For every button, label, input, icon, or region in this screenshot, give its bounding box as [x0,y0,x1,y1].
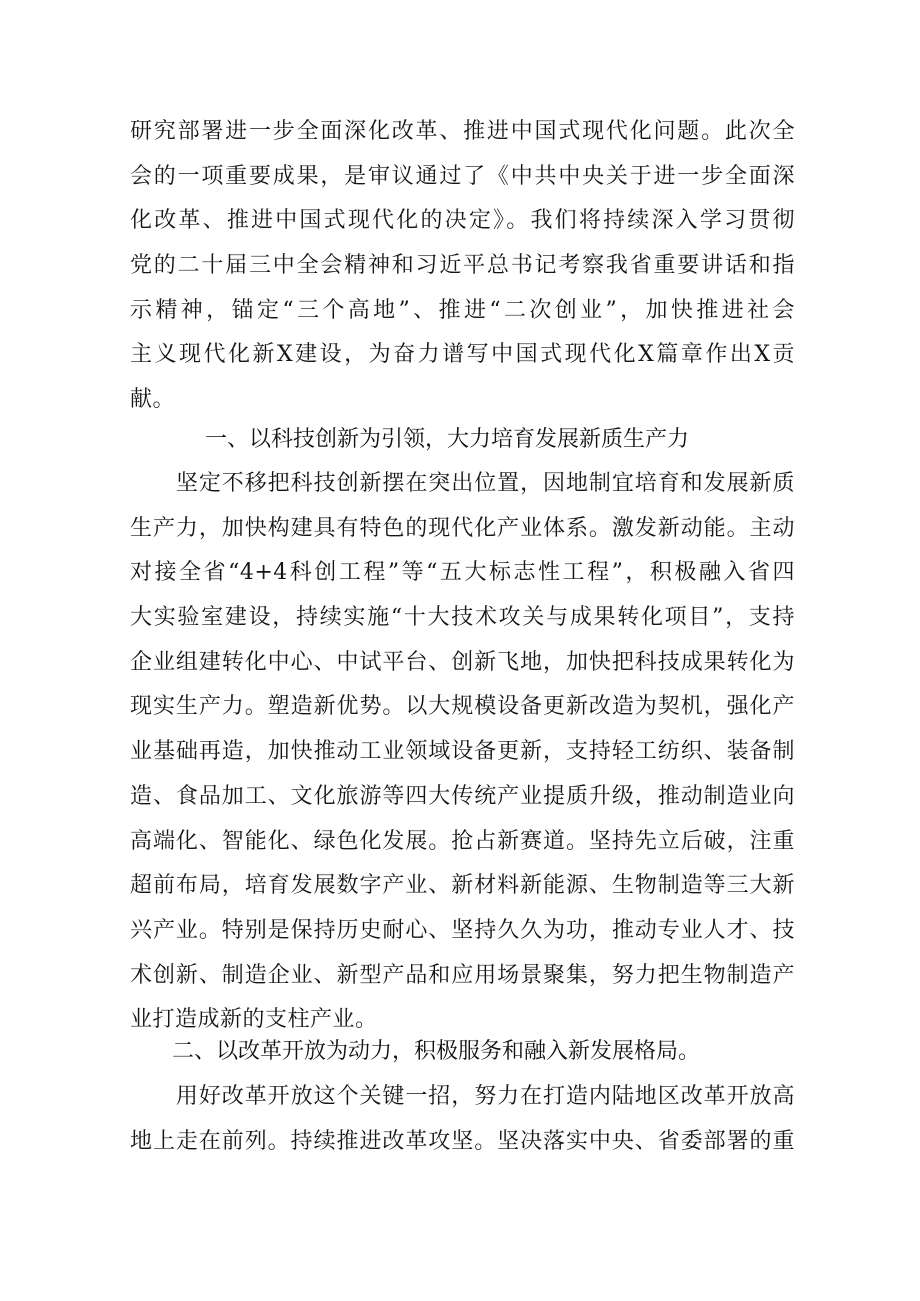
text-line: 企业组建转化中心、中试平台、创新飞地，加快把科技成果转化为 [130,649,795,675]
section-1-heading [130,418,795,462]
text-line: 会的一项重要成果，是审议通过了《中共中央关于进一步全面深 [130,163,795,189]
text-line: 用好改革开放这个关键一招，努力在打造内陆地区改革开放高 [130,1084,795,1109]
text-line: 业基础再造，加快推动工业领域设备更新，支持轻工纺织、装备制 [130,739,795,765]
text-line: 坚定不移把科技创新摆在突出位置，因地制宜培育和发展新质 [130,471,795,496]
text-line: 化改革、推进中国式现代化的决定》。我们将持续深入学习贯彻 [130,208,795,234]
text-line: 兴产业。特别是保持历史耐心、坚持久久为功，推动专业人才、技 [130,917,795,943]
section-1-heading-text: 一、以科技创新为引领，大力培育发展新质生产力 [205,427,690,452]
text-line: 地上走在前列。持续推进改革攻坚。坚决落实中央、省委部署的重 [130,1128,795,1154]
intro-paragraph [130,110,795,423]
text-line: 大实验室建设，持续实施“十大技术攻关与成果转化项目”，支持 [130,605,795,631]
text-line: 研究部署进一步全面深化改革、推进中国式现代化问题。此次全 [130,119,795,144]
text-line: 献。 [130,387,176,413]
text-line: 党的二十届三中全会精神和习近平总书记考察我省重要讲话和指 [130,253,795,279]
section-2-paragraph [130,1075,795,1164]
text-line: 业打造成新的支柱产业。 [130,1007,378,1033]
text-line: 造、食品加工、文化旅游等四大传统产业提质升级，推动制造业向 [130,783,795,809]
text-line: 超前布局，培育发展数字产业、新材料新能源、生物制造等三大新 [130,873,795,899]
text-line: 主义现代化新X建设，为奋力谱写中国式现代化X篇章作出X贡 [130,342,795,368]
section-2-heading-text: 二、以改革开放为动力，积极服务和融入新发展格局。 [172,1039,701,1064]
text-line: 生产力，加快构建具有特色的现代化产业体系。激发新动能。主动 [130,515,795,541]
section-2-heading [130,1030,795,1074]
text-line: 术创新、制造企业、新型产品和应用场景聚集，努力把生物制造产 [130,962,795,988]
text-line: 示精神，锚定“三个高地”、推进“二次创业”，加快推进社会 [130,297,795,323]
section-1-paragraph [130,462,795,1043]
text-line: 现实生产力。塑造新优势。以大规模设备更新改造为契机，强化产 [130,694,795,720]
text-line: 高端化、智能化、绿色化发展。抢占新赛道。坚持先立后破，注重 [130,828,795,854]
text-line: 对接全省“4+4科创工程”等“五大标志性工程”，积极融入省四 [130,560,795,586]
